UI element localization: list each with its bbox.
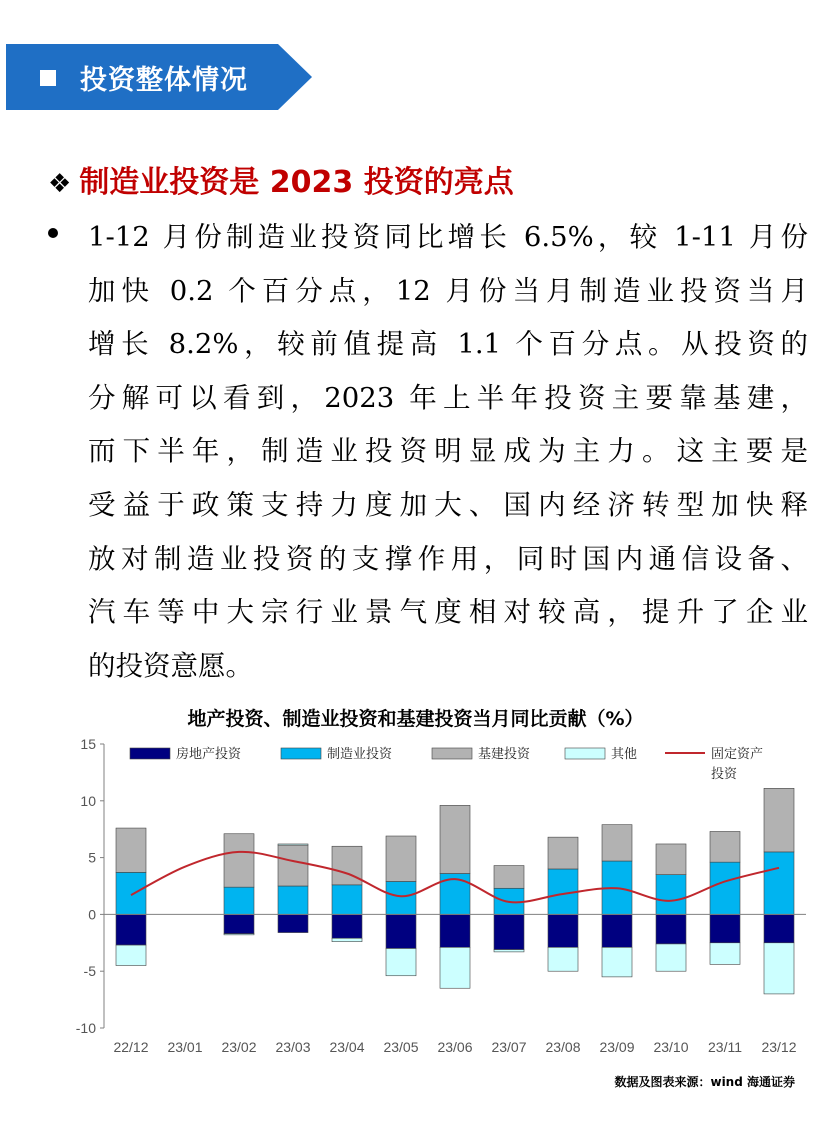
bar-other — [764, 943, 794, 994]
bar-real-estate — [656, 914, 686, 944]
x-tick-label: 23/06 — [437, 1039, 473, 1055]
bar-other — [278, 844, 308, 845]
legend-manufacturing-swatch — [281, 748, 321, 759]
bar-other — [224, 934, 254, 935]
bar-other — [440, 947, 470, 988]
x-tick-label: 23/02 — [221, 1039, 257, 1055]
legend-fixed-asset-label-cont: 投资 — [711, 767, 738, 782]
bar-real-estate — [116, 914, 146, 945]
bar-real-estate — [332, 914, 362, 938]
paragraph-line: 受益于政策支持力度加大、国内经济转型加快释 — [88, 488, 808, 521]
subtitle-text: 制造业投资是 2023 投资的亮点 — [79, 165, 514, 200]
bar-real-estate — [278, 914, 308, 932]
source-note: 数据及图表来源：wind 海通证券 — [614, 1075, 795, 1089]
bar-infrastructure — [602, 825, 632, 861]
paragraph-line: 放对制造业投资的支撑作用，同时国内通信设备、 — [88, 542, 808, 575]
bullet-dot-icon — [48, 228, 58, 238]
banner-square-icon — [40, 70, 56, 86]
x-tick-label: 23/09 — [599, 1039, 635, 1055]
x-tick-label: 23/10 — [653, 1039, 689, 1055]
bar-infrastructure — [764, 788, 794, 852]
y-tick-label: 10 — [80, 792, 96, 809]
bar-manufacturing — [710, 862, 740, 914]
diamond-bullet-icon: ❖ — [48, 169, 72, 199]
bar-manufacturing — [116, 872, 146, 914]
x-tick-label: 23/03 — [275, 1039, 311, 1055]
legend-infrastructure-swatch — [432, 748, 472, 759]
bar-infrastructure — [278, 845, 308, 886]
bar-infrastructure — [656, 844, 686, 875]
x-tick-label: 23/04 — [329, 1039, 365, 1055]
legend-real-estate-swatch — [130, 748, 170, 759]
legend-infrastructure-label: 基建投资 — [478, 747, 531, 762]
bar-real-estate — [548, 914, 578, 947]
bar-infrastructure — [710, 831, 740, 862]
bar-infrastructure — [224, 834, 254, 887]
bar-real-estate — [440, 914, 470, 947]
bar-infrastructure — [386, 836, 416, 881]
bar-real-estate — [494, 914, 524, 949]
bar-infrastructure — [116, 828, 146, 872]
section-subtitle — [48, 157, 514, 201]
bar-other — [656, 944, 686, 971]
bar-manufacturing — [386, 881, 416, 914]
bar-other — [332, 938, 362, 941]
paragraph-line: 汽车等中大宗行业景气度相对较高，提升了企业 — [88, 596, 808, 629]
x-tick-label: 23/01 — [167, 1039, 203, 1055]
paragraph-line: 而下半年，制造业投资明显成为主力。这主要是 — [88, 435, 808, 468]
bar-manufacturing — [332, 885, 362, 915]
bar-manufacturing — [278, 886, 308, 914]
x-tick-label: 23/12 — [761, 1039, 797, 1055]
paragraph-line: 的投资意愿。 — [88, 649, 253, 682]
bar-infrastructure — [440, 805, 470, 873]
bar-real-estate — [602, 914, 632, 947]
bar-manufacturing — [764, 852, 794, 914]
legend-manufacturing-label: 制造业投资 — [327, 747, 393, 762]
legend-real-estate-label: 房地产投资 — [176, 747, 242, 762]
bar-real-estate — [224, 914, 254, 933]
paragraph-line: 1-12 月份制造业投资同比增长 6.5%，较 1-11 月份 — [88, 221, 808, 253]
bar-other — [386, 948, 416, 975]
body-paragraph — [88, 211, 808, 693]
bar-real-estate — [764, 914, 794, 942]
y-tick-label: 0 — [88, 906, 96, 923]
y-tick-label: 15 — [80, 736, 96, 752]
legend-other-swatch — [565, 748, 605, 759]
bar-manufacturing — [656, 875, 686, 915]
x-tick-label: 23/11 — [708, 1039, 742, 1055]
paragraph-line: 增长 8.2%，较前值提高 1.1 个百分点。从投资的 — [88, 328, 808, 361]
banner-title: 投资整体情况 — [80, 65, 248, 96]
bar-other — [710, 943, 740, 965]
bar-other — [602, 947, 632, 977]
paragraph-line: 加快 0.2 个百分点，12 月份当月制造业投资当月 — [88, 274, 808, 307]
bar-real-estate — [386, 914, 416, 948]
x-tick-label: 22/12 — [113, 1039, 149, 1055]
bar-infrastructure — [548, 837, 578, 869]
y-tick-label: -5 — [83, 963, 96, 980]
bar-other — [116, 945, 146, 965]
legend-other-label: 其他 — [611, 747, 638, 762]
bar-other — [548, 947, 578, 971]
x-tick-label: 23/05 — [383, 1039, 419, 1055]
contribution-chart — [0, 730, 831, 1070]
y-tick-label: -10 — [75, 1020, 96, 1036]
bar-real-estate — [710, 914, 740, 942]
bar-infrastructure — [494, 866, 524, 889]
chart-title: 地产投资、制造业投资和基建投资当月同比贡献（%） — [187, 708, 644, 730]
bar-manufacturing — [224, 887, 254, 914]
y-tick-label: 5 — [88, 849, 96, 866]
legend-fixed-asset-label: 固定资产 — [711, 747, 764, 762]
bar-other — [494, 950, 524, 952]
x-tick-label: 23/08 — [545, 1039, 581, 1055]
paragraph-line: 分解可以看到，2023 年上半年投资主要靠基建， — [88, 381, 808, 414]
x-tick-label: 23/07 — [491, 1039, 527, 1055]
